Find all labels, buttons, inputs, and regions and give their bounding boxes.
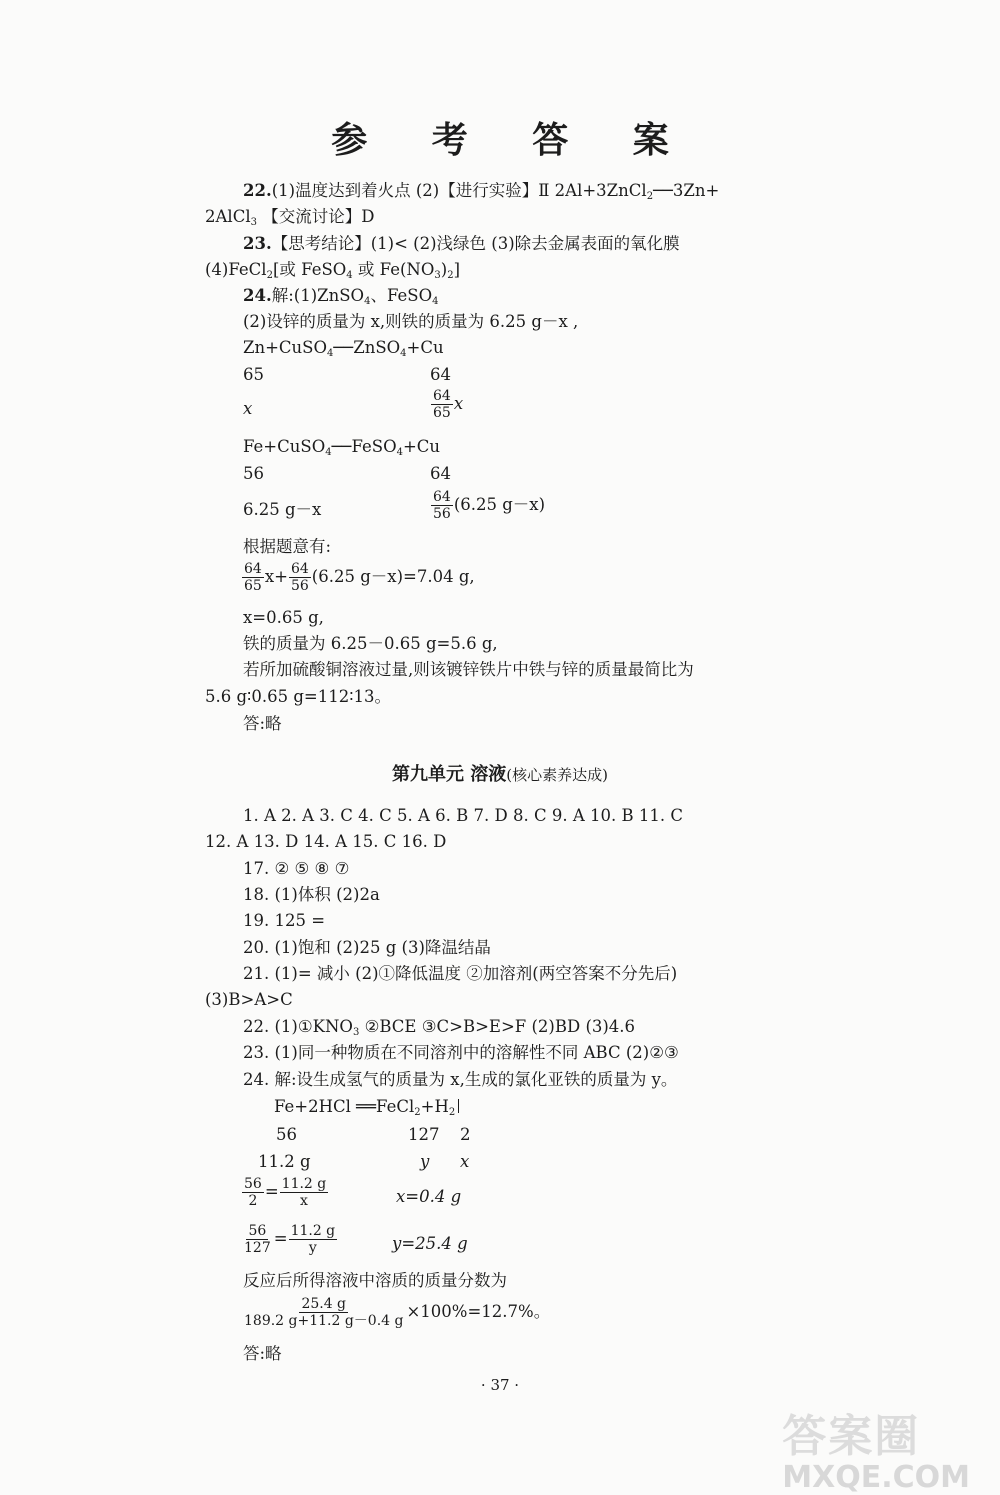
- answer-24-2: (2)设锌的质量为 x,则铁的质量为 6.25 g－x ,: [243, 312, 579, 331]
- answer-21: 21. (1)= 减小 (2)①降低温度 ②加溶剂(两空答案不分先后): [243, 964, 678, 983]
- zn-mass-65: 65: [243, 365, 264, 384]
- answer-24: 24.解:(1)ZnSO$_4$、FeSO$_4$: [243, 286, 439, 307]
- main-equation: $\frac{64}{65}$ x+ $\frac{64}{56}$ (6.25 g－x)=7.04 g,: [244, 561, 475, 594]
- zn-var-x: x: [243, 399, 253, 418]
- section-heading: 第九单元 溶液(核心素养达成): [392, 764, 608, 785]
- fe-mass-56: 56: [243, 464, 264, 483]
- m-2: 2: [460, 1125, 471, 1144]
- ratio-eq-1: $\frac{56}{2}$ = $\frac{11.2 g}{x}$: [244, 1176, 327, 1209]
- answer-2: 答:略: [243, 1344, 282, 1363]
- result-x: x=0.4 g: [396, 1187, 462, 1206]
- frac-64-65x: $\frac{64}{65}$ x: [433, 388, 464, 421]
- cu-mass-64b: 64: [430, 464, 451, 483]
- m-y: y: [420, 1152, 430, 1171]
- cu-mass-64: 64: [430, 365, 451, 384]
- answer-23-new: 23. (1)同一种物质在不同溶剂中的溶解性不同 ABC (2)②③: [243, 1043, 679, 1062]
- gen-text: 根据题意有:: [243, 537, 332, 556]
- ratio-intro: 若所加硫酸铜溶液过量,则该镀锌铁片中铁与锌的质量最简比为: [243, 660, 694, 679]
- m-56: 56: [276, 1125, 297, 1144]
- watermark-logo: 答案圈: [782, 1411, 921, 1462]
- ratio-eq-2: $\frac{56}{127}$ = $\frac{11.2 g}{y}$: [244, 1223, 336, 1256]
- mc-row-2: 12. A 13. D 14. A 15. C 16. D: [205, 832, 447, 851]
- answer-23: 23.【思考结论】(1)< (2)浅绿色 (3)除去金属表面的氧化膜: [243, 234, 680, 253]
- ratio-result: 5.6 g∶0.65 g=112∶13。: [205, 687, 391, 706]
- answer-18: 18. (1)体积 (2)2a: [243, 885, 380, 904]
- answer-17: 17. ② ⑤ ⑧ ⑦: [243, 859, 350, 878]
- answer-22: 22.(1)温度达到着火点 (2)【进行实验】Ⅱ 2Al+3ZnCl$_2$──3Zn+: [243, 181, 720, 202]
- final-equation: $\frac{25.4 g}{189.2 g+11.2 g-0.4 g}$ ×100%=12.7%。: [244, 1296, 551, 1329]
- mc-row-1: 1. A 2. A 3. C 4. C 5. A 6. B 7. D 8. C 9. A 10. B 11. C: [243, 806, 683, 825]
- gas-arrow-icon: [458, 1099, 467, 1113]
- answer-23-cont: (4)FeCl$_2$[或 FeSO$_4$ 或 $Fe(NO_3)_2$]: [205, 260, 460, 281]
- answer-1: 答:略: [243, 714, 282, 733]
- watermark-url: MXQE.COM: [782, 1460, 970, 1495]
- m-127: 127: [408, 1125, 440, 1144]
- x-result: x=0.65 g,: [243, 608, 324, 627]
- equation-hcl: Fe+2HCl $══FeCl_2+H_2$: [274, 1096, 467, 1118]
- m-x: x: [460, 1152, 470, 1171]
- page-number: · 37 ·: [480, 1376, 520, 1394]
- answer-22-cont: 2AlCl$_3$ 【交流讨论】D: [205, 207, 375, 228]
- answer-21-cont: (3)B>A>C: [205, 990, 293, 1009]
- answer-19: 19. 125 =: [243, 911, 326, 930]
- answer-24-new: 24. 解:设生成氢气的质量为 x,生成的氯化亚铁的质量为 y。: [243, 1070, 678, 1089]
- m-11-2: 11.2 g: [258, 1152, 311, 1171]
- fraction-intro: 反应后所得溶液中溶质的质量分数为: [243, 1271, 507, 1290]
- fe-result: 铁的质量为 6.25－0.65 g=5.6 g,: [243, 634, 498, 653]
- result-y: y=25.4 g: [392, 1234, 468, 1253]
- page-title: 参 考 答 案: [331, 119, 695, 161]
- answer-22-new: 22. $(1)①KNO_3$ ②BCE ③C>B>E>F (2)BD (3)4.6: [243, 1017, 636, 1038]
- watermark: [782, 1400, 970, 1495]
- equation-fe: Fe+CuSO$_4$──FeSO$_4$+Cu: [243, 437, 441, 458]
- equation-zn: Zn+CuSO$_4$──ZnSO$_4$+Cu: [243, 338, 444, 359]
- answer-20: 20. (1)饱和 (2)25 g (3)降温结晶: [243, 938, 491, 957]
- frac-64-56: $\frac{64}{56}$ (6.25 g－x): [433, 489, 546, 522]
- fe-var: 6.25 g－x: [243, 500, 322, 519]
